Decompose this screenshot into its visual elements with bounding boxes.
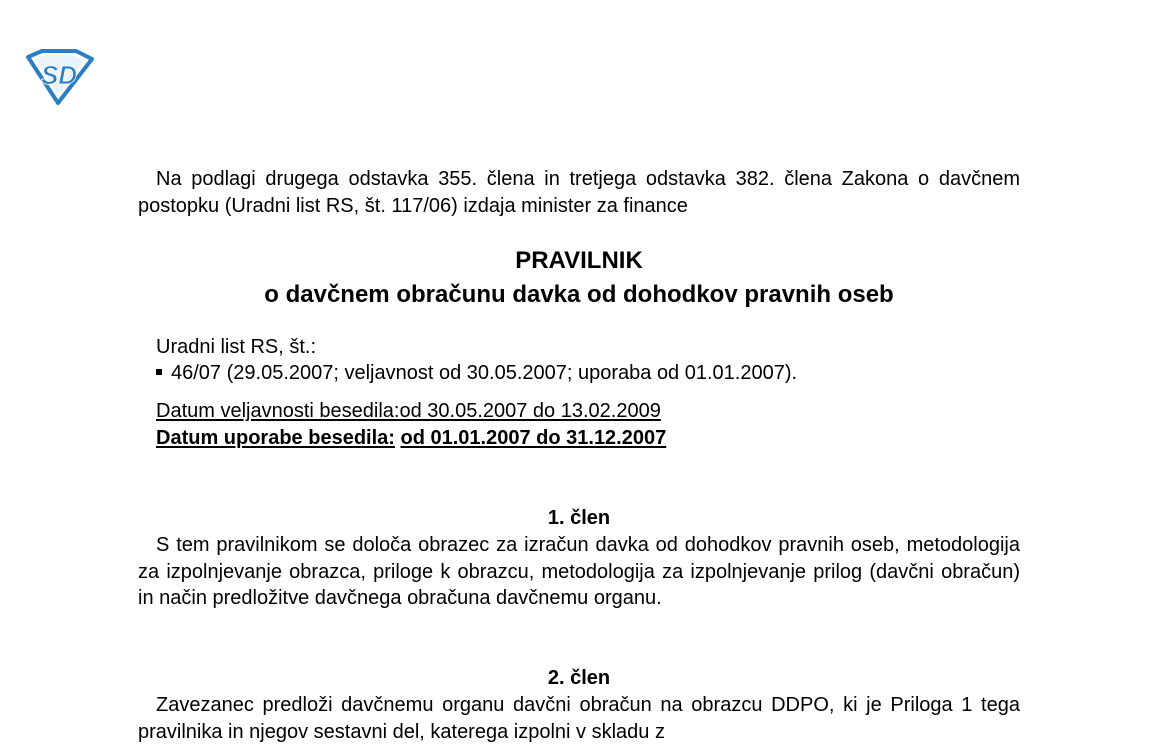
intro-paragraph: Na podlagi drugega odstavka 355. člena in tretjega odstavka 382. člena Zakona o davčnem postopku (Uradni list RS, št. 117/06) izdaja minister za finance [138, 168, 1020, 217]
sd-logo-icon [22, 49, 96, 105]
gazette-block [156, 334, 797, 386]
validity-value: od 30.05.2007 do 13.02.2009 [399, 400, 661, 422]
article-2-heading: 2. člen [547, 667, 611, 689]
gazette-entry-text: 46/07 (29.05.2007; veljavnost od 30.05.2007; uporaba od 01.01.2007). [171, 362, 798, 384]
gazette-entry [156, 360, 797, 386]
usage-label: Datum uporabe besedila: [156, 427, 395, 449]
usage-line [156, 425, 666, 452]
article-1-text: S tem pravilnikom se določa obrazec za izračun davka od dohodkov pravnih oseb, metodologija za izpolnjevanje obrazca, priloge k obrazcu, metodologija za izpolnjevanje prilog (davčni obračun) in način predložitve davčnega obračuna davčnemu organu. [138, 534, 1020, 609]
article-1-heading: 1. člen [547, 507, 611, 529]
bullet-icon [156, 369, 162, 375]
sd-logo-letters: SD [40, 60, 78, 90]
document-title: PRAVILNIK [515, 247, 643, 274]
article-2-text: Zavezanec predloži davčnemu organu davčni obračun na obrazcu DDPO, ki je Priloga 1 tega pravilnika in njegov sestavni del, katerega izpolni v skladu z [138, 694, 1020, 743]
dates-block [156, 398, 666, 452]
validity-label: Datum veljavnosti besedila: [156, 400, 400, 422]
document-subtitle: o davčnem obračunu davka od dohodkov pravnih oseb [264, 281, 894, 308]
gazette-label: Uradni list RS, št.: [156, 336, 317, 358]
validity-line [156, 398, 666, 425]
usage-value: od 01.01.2007 do 31.12.2007 [400, 427, 667, 449]
